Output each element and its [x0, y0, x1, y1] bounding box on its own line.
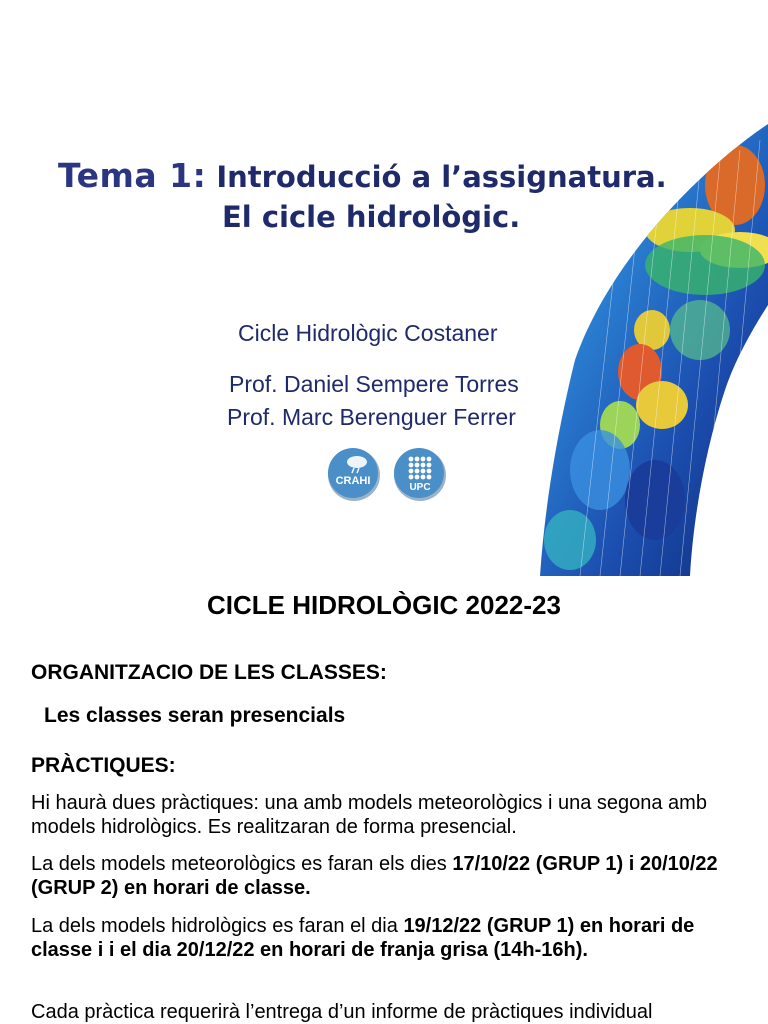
p3-text: La dels models hidrològics es faran el dia	[31, 915, 404, 937]
info-slide	[0, 576, 768, 1024]
practices-paragraph-3	[31, 914, 751, 962]
subject-name: Cicle Hidrològic Costaner	[238, 320, 498, 346]
crahi-logo	[326, 446, 382, 502]
p2-dates: 17/10/22 (GRUP 1) i 20/10/22 (GRUP 2) en horari de classe.	[31, 853, 718, 899]
practices-heading: PRÀCTIQUES:	[31, 754, 176, 777]
practices-paragraph-4: Cada pràctica requerirà l’entrega d’un informe de pràctiques individual	[31, 1001, 653, 1023]
upc-logo	[392, 446, 448, 502]
professor-2: Prof. Marc Berenguer Ferrer	[227, 404, 516, 430]
title-line-1	[58, 156, 667, 195]
course-title: CICLE HIDROLÒGIC 2022-23	[207, 590, 561, 620]
practices-paragraph-1: Hi haurà dues pràctiques: una amb models meteorològics i una segona amb models hidrològics. Es realitzaran de forma presencial.	[31, 792, 707, 838]
practices-paragraph-2	[31, 852, 751, 900]
organization-heading: ORGANITZACIO DE LES CLASSES:	[31, 661, 387, 684]
title-prefix: Tema 1:	[58, 156, 207, 195]
p2-text: La dels models meteorològics es faran els dies	[31, 853, 453, 875]
p3-dates: 19/12/22 (GRUP 1) en horari de classe i i el dia 20/12/22 en horari de franja grisa (14h-16h).	[31, 915, 695, 961]
title-line-2: El cicle hidrològic.	[222, 200, 521, 234]
title-main: Introducció a l’assignatura.	[216, 160, 667, 194]
upc-logo-text: UPC	[409, 482, 431, 493]
organization-text: Les classes seran presencials	[44, 704, 346, 727]
crahi-logo-text: CRAHI	[335, 475, 371, 487]
professor-1: Prof. Daniel Sempere Torres	[229, 371, 519, 397]
